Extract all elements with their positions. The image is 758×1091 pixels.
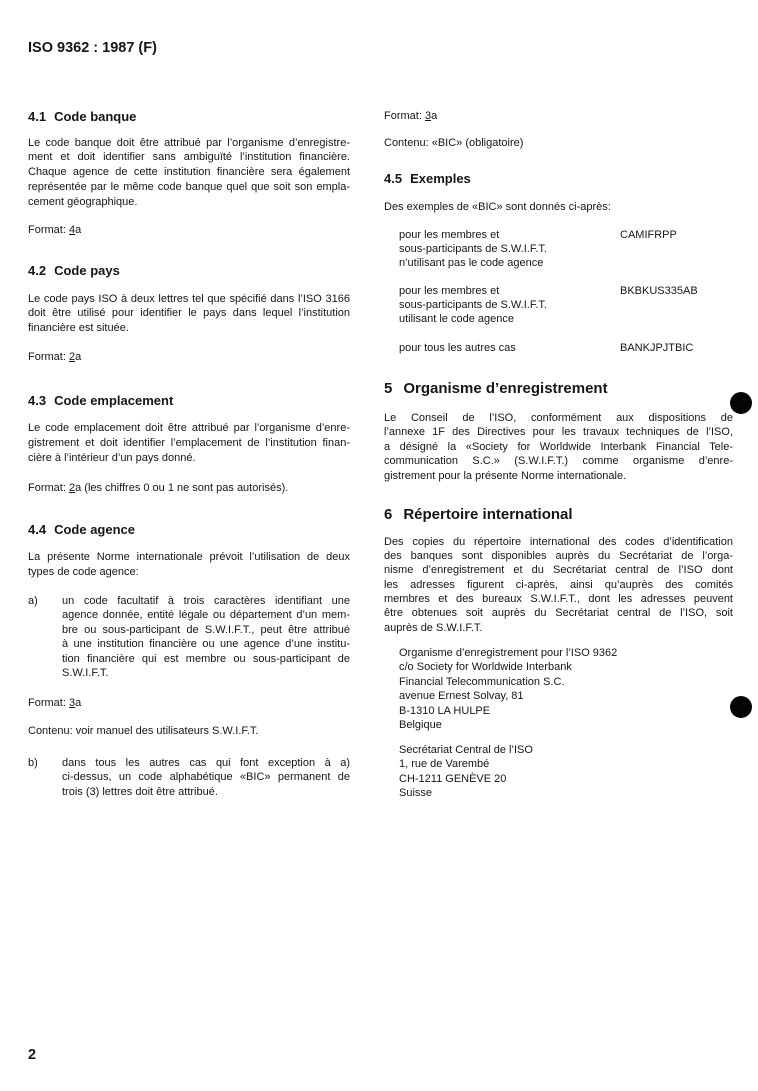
example-description-line: sous-participants de S.W.I.F.T. (399, 298, 547, 311)
address-line: avenue Ernest Solvay, 81 (399, 690, 524, 703)
paragraph-line: gistrement pour la présente Norme internationale. (384, 469, 627, 482)
section-heading-4-1 (28, 109, 136, 125)
example-bic-code: CAMIFRPP (620, 228, 677, 241)
paragraph-line: les adresses figurent ci-après, ainsi qu’auprès des comités (384, 578, 733, 591)
list-item-label: b) (28, 756, 38, 769)
paragraph-line: Des copies du répertoire international des codes d’identification (384, 535, 733, 548)
paragraph-line: représentée par le même code banque quel que soit son empla- (28, 180, 350, 193)
paragraph-line: communication S.C.» (S.W.I.F.T.) comme organisme d’enre- (384, 455, 733, 467)
example-row (399, 284, 733, 326)
paragraph-line: La présente Norme internationale prévoit l’utilisation de deux (28, 550, 350, 563)
section-heading-5 (384, 380, 608, 398)
paragraph-line: Le code banque doit être attribué par l’organisme d’enregistre- (28, 136, 350, 149)
format-type: a (75, 696, 82, 709)
punch-hole (730, 696, 752, 718)
paragraph-line: agence donnée, entité légale ou département d’un mem- (62, 609, 350, 622)
address-line: c/o Society for Worldwide Interbank (399, 661, 572, 674)
punch-hole (730, 392, 752, 414)
format-length: 2 (68, 481, 76, 494)
address-line: Belgique (399, 719, 442, 732)
format-label: Format: (28, 696, 66, 709)
section-title: Code pays (54, 263, 120, 278)
paragraph-4-1 (28, 136, 350, 210)
format-label: Format: (384, 109, 422, 122)
paragraph-line: auprès de S.W.I.F.T. (384, 621, 483, 634)
paragraph-line: cière à l’intérieur d’un pays donné. (28, 451, 196, 464)
paragraph-line: a désigné la «Society for Worldwide Interbank Financial Tele- (384, 440, 733, 453)
list-item-label: a) (28, 594, 38, 607)
document-reference: ISO 9362 : 1987 (F) (28, 40, 157, 56)
example-description-line: utilisant le code agence (399, 312, 514, 325)
paragraph-4-2 (28, 292, 350, 336)
paragraph-line: l’annexe 1F des Directives pour les travaux techniques de l’ISO, (384, 426, 733, 438)
format-length: 4 (68, 223, 76, 236)
paragraph-line: S.W.I.F.T. (62, 667, 109, 680)
paragraph-line: ment et doit identifier sans ambiguïté l’institution financière. (28, 151, 350, 164)
paragraph-line: un code facultatif à trois caractères identifiant une (62, 594, 350, 607)
paragraph-line: ci-dessus, un code alphabétique «BIC» permanent de (62, 771, 350, 783)
paragraph-line: bre ou sous-participant de S.W.I.F.T., peut être attribué (62, 623, 350, 636)
example-description-line: n’utilisant pas le code agence (399, 256, 544, 269)
list-item-a (28, 594, 350, 682)
contenu-line: Contenu: voir manuel des utilisateurs S.W.I.F.T. (28, 724, 259, 737)
paragraph-line: types de code agence: (28, 565, 139, 578)
paragraph-line: doit être utilisé pour identifier le pays dans lequel l’institution (28, 307, 350, 319)
format-line (28, 223, 350, 238)
paragraph-line: nisme d’enregistrement et du Secrétariat central de l’ISO dont (384, 564, 733, 577)
format-line (28, 481, 350, 496)
section-number: 5 (384, 380, 393, 397)
address-line: Secrétariat Central de l’ISO (399, 743, 533, 756)
example-description-line: sous-participants de S.W.I.F.T. (399, 242, 547, 255)
address-registration-authority (399, 646, 733, 734)
example-description-line: pour tous les autres cas (399, 341, 516, 354)
format-label: Format: (28, 223, 66, 236)
paragraph-line: trois (3) lettres doit être attribué. (62, 785, 218, 798)
paragraph-line: Le code emplacement doit être attribué par l’organisme d’enre- (28, 421, 350, 434)
section-number: 4.4 (28, 522, 47, 537)
paragraph-6 (384, 535, 733, 635)
format-line (28, 696, 350, 711)
paragraph-line: membres et des bureaux S.W.I.F.T., dont les adresses peuvent (384, 592, 733, 605)
paragraph-line: Le Conseil de l’ISO, conformément aux dispositions de (384, 411, 733, 424)
format-label: Format: (28, 481, 66, 494)
section-number: 4.3 (28, 393, 47, 408)
section-heading-4-2 (28, 263, 120, 279)
examples-intro: Des exemples de «BIC» sont donnés ci-après: (384, 200, 611, 213)
list-item-b (28, 756, 350, 801)
address-line: Organisme d’enregistrement pour l’ISO 9362 (399, 646, 618, 659)
section-number: 6 (384, 506, 393, 523)
page-number: 2 (28, 1047, 37, 1063)
paragraph-line: être obtenues soit auprès du Secrétariat central de l’ISO, soit (384, 607, 733, 620)
paragraph-4-4 (28, 550, 350, 580)
address-iso-central-secretariat (399, 743, 733, 801)
list-item-text (62, 756, 350, 800)
paragraph-line: dans tous les autres cas qui font exception à a) (62, 756, 350, 769)
address-line: Financial Telecommunication S.C. (399, 675, 565, 688)
section-title: Code emplacement (54, 393, 174, 408)
list-item-text (62, 594, 350, 682)
format-type: a (431, 109, 438, 122)
paragraph-line: tion financière qui est membre ou sous-participant de (62, 652, 350, 665)
section-heading-4-3 (28, 393, 173, 409)
example-row (399, 228, 733, 270)
section-number: 4.5 (384, 171, 403, 186)
format-label: Format: (28, 350, 66, 363)
address-line: 1, rue de Varembé (399, 758, 490, 771)
section-heading-4-5 (384, 171, 471, 187)
address-line: B-1310 LA HULPE (399, 704, 491, 717)
paragraph-line: cement géographique. (28, 195, 138, 208)
format-length: 2 (68, 350, 76, 363)
section-number: 4.2 (28, 263, 47, 278)
section-heading-6 (384, 506, 573, 524)
paragraph-line: Chaque agence de cette institution financière sera également (28, 166, 350, 178)
address-line: CH-1211 GENÈVE 20 (399, 772, 507, 785)
example-row (399, 341, 733, 355)
section-number: 4.1 (28, 109, 47, 124)
format-length: 3 (424, 109, 432, 122)
example-bic-code: BANKJPJTBIC (620, 341, 694, 354)
section-title: Organisme d’enregistrement (403, 380, 608, 397)
format-note: (les chiffres 0 ou 1 ne sont pas autorisés). (84, 481, 289, 494)
format-length: 3 (68, 696, 76, 709)
section-title: Exemples (410, 171, 471, 186)
paragraph-5 (384, 411, 733, 484)
format-type: a (75, 350, 82, 363)
format-line (28, 350, 350, 365)
section-heading-4-4 (28, 522, 135, 538)
paragraph-line: Le code pays ISO à deux lettres tel que spécifié dans l’ISO 3166 (28, 292, 350, 305)
section-title: Code banque (54, 109, 137, 124)
paragraph-line: financière est située. (28, 321, 129, 334)
address-line: Suisse (399, 787, 433, 800)
example-description-line: pour les membres et (399, 228, 500, 241)
paragraph-4-3 (28, 421, 350, 466)
example-description-line: pour les membres et (399, 284, 500, 297)
paragraph-line: à une institution financière ou une agence d’une institu- (62, 638, 350, 651)
paragraph-line: des banques sont disponibles auprès du Secrétariat de l’orga- (384, 549, 733, 562)
format-type: a (75, 481, 82, 494)
format-type: a (75, 223, 82, 236)
format-line (384, 109, 733, 124)
contenu-line: Contenu: «BIC» (obligatoire) (384, 136, 524, 149)
section-title: Code agence (54, 522, 135, 537)
section-title: Répertoire international (403, 506, 573, 523)
paragraph-line: gistrement et doit identifier l’emplacement de l’institution finan- (28, 436, 350, 449)
example-bic-code: BKBKUS335AB (620, 284, 698, 297)
